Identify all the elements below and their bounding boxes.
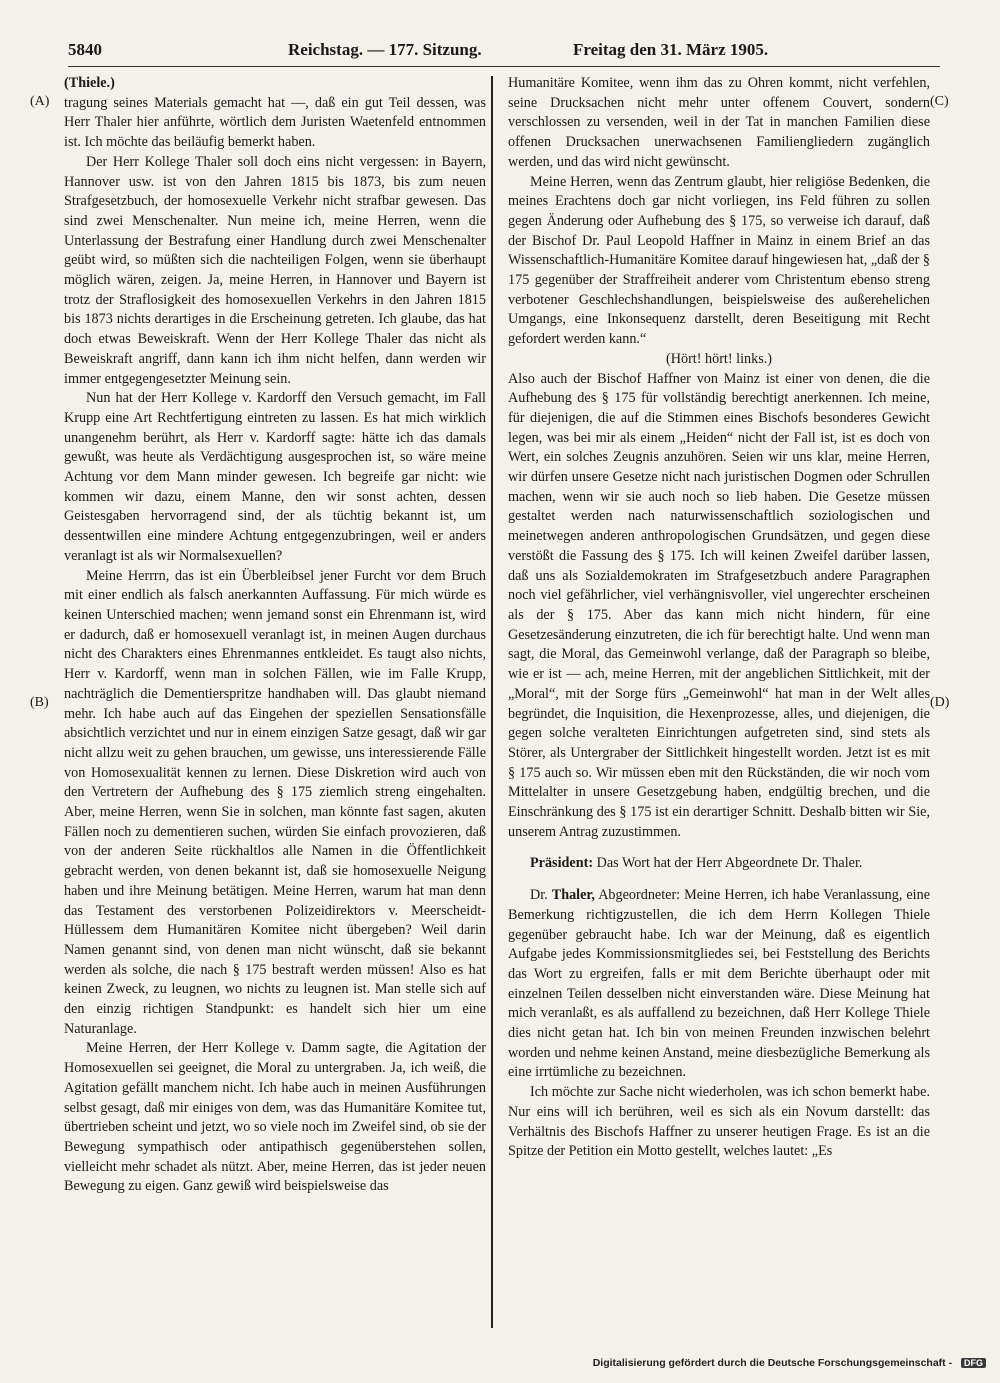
paragraph: tragung seines Materials gemacht hat —, daß ein gut Teil dessen, was Herr Thaler hier anführte, wörtlich dem Juristen Waetenfeld entnommen ist. Ich möchte das beiläufig bemerkt haben.	[64, 94, 486, 151]
interjection: (Hört! hört! links.)	[666, 350, 772, 367]
paragraph: Meine Herren, wenn das Zentrum glaubt, hier religiöse Bedenken, die meines Erachtens doch gar nicht vorliegen, ins Feld führen zu sollen gegen Änderung oder Aufhebung des § 175, so verweise ich darauf, daß der Bischof Dr. Paul Leopold Haffner in Mainz in einem Brief an das Wissenschaftlich-Humanitäre Komitee darauf hingewiesen hat, „daß der § 175 gegenüber der Straffreiheit anderer vom Christentum ebenso streng verbotener Geschlechshandlungen, beispielsweise des außerehelichen Umgangs, eine Inkonsequenz darstellt, deren Beseitigung mit Recht gefordert werden kann.“	[508, 173, 930, 348]
thaler-text: Meine Herren, ich habe Veranlassung, eine Bemerkung richtigzustellen, die ich dem Herrn Kollegen Thiele gegenüber gebraucht habe. Ich war der Meinung, daß es eigentlich Aufgabe jedes Kommissionsmitgliedes sei, bei Feststellung des Berichts das Wort zu ergreifen, falls er mit dem Berichte überhaupt oder mit einzelnen Teilen desselben nicht einverstanden wäre. Diese Meinung hat mich veranlaßt, es als auffallend zu bezeichnen, daß Herr Kollege Thiele dies nicht getan hat. Ich bin von meinen Freunden inzwischen belehrt worden und nehme keinen Anstand, meine diesbezügliche Bemerkung als eine irrtümliche zu bezeichnen.	[508, 887, 930, 1081]
page-header	[68, 40, 970, 66]
margin-mark-a: (A)	[30, 94, 50, 109]
page-number: 5840	[68, 40, 102, 59]
paragraph: Nun hat der Herr Kollege v. Kardorff den Versuch gemacht, im Fall Krupp eine Art Rechtfertigung eintreten zu lassen. Es hat mich wirklich unangenehm berührt, als Herr v. Kardorff sagte: hätte ich das damals gewußt, was heute als Verdächtigung ausgesprochen ist, so wäre meine Achtung vor dem Mann minder gewesen. Ich begreife gar nicht: wie kommen wir dazu, einem Manne, den wir sonst achten, dessen Geistesgaben hervorragend sind, der als tüchtig bekannt ist, um dessentwillen eine mindere Achtung entgegenzubringen, weil er anders veranlagt ist als wir Normalsexuellen?	[64, 390, 486, 564]
thaler-prefix: Dr.	[530, 887, 548, 904]
footer-text: Digitalisierung gefördert durch die Deutsche Forschungsgemeinschaft -	[592, 1357, 953, 1369]
margin-mark-d: (D)	[930, 695, 950, 710]
session-title: Reichstag. — 177. Sitzung.	[288, 40, 482, 59]
right-column	[508, 74, 930, 1162]
thaler-statement	[508, 886, 930, 1083]
paragraph: Humanitäre Komitee, wenn ihm das zu Ohren kommt, nicht verfehlen, seine Drucksachen nicht mehr unter offenem Couvert, sondern verschlossen zu versenden, weil in der Tat in manchen Familien diese offenen Drucksachen unerwachsenen Familiengliedern zugänglich werden, und das wird nicht gewünscht.	[508, 75, 930, 170]
footer	[593, 1357, 986, 1373]
margin-mark-c: (C)	[930, 94, 949, 109]
left-column	[64, 74, 486, 1197]
president-label: Präsident:	[530, 855, 594, 872]
paragraph: Also auch der Bischof Haffner von Mainz ist einer von denen, die die Aufhebung des § 175 für vollständig berechtigt anerkennen. Ich meine, für diejenigen, die auf die Stimmen eines Bischofs besonderes Gewicht legen, was bei mir als einem „Heiden“ nicht der Fall ist, ist es doch von Wert, ein solches Zeugnis anzuhören. Seien wir uns klar, meine Herren, wir dürfen unsere Gesetze nicht nach juristischen Dogmen oder Schrullen machen, wenn wir sie auch noch so lieb haben. Die Gesetze müssen gestaltet werden nach naturwissenschaftlich soziologischen und meinetwegen anderen anthropologischen Grundsätzen, und gegen diese verstößt die Fassung des § 175. Ich will keinen Zweifel darüber lassen, daß uns als Sozialdemokraten im Strafgesetzbuch andere Paragraphen noch viel gefährlicher, viel verhängnisvoller, viel ungerechter erscheinen als der § 175. Aber das kann mich nicht hindern, für eine Gesetzesänderung einzutreten, die ich für berechtigt halte. Und wenn man sagt, die Moral, das Gemeinwohl verlange, daß der Paragraph so bleibe, wie er ist — ach, meine Herren, mit der angeblichen Sittlichkeit, mit der „Moral“, mit der Sorge fürs „Gemeinwohl“ hat man in der Welt alles begründet, die Inquisition, die Hexenprozesse, alles, und diejenigen, die gegen solche veralteten Einrichtungen aufgetreten sind, sind stets als Störer, als Untergraber der Sittlichkeit hingestellt worden. Jetzt ist es mit § 175 auch so. Wir müssen eben mit den Rückständen, die wir noch vom Mittelalter in unsere Gesetzgebung haben, endgültig brechen, und die Einschränkung des § 175 ist ein derartiger Schnitt. Deshalb bitten wir Sie, unserem Antrag zuzustimmen.	[508, 370, 930, 840]
president-text: Das Wort hat der Herr Abgeordnete Dr. Thaler.	[596, 855, 863, 872]
thaler-name: Thaler,	[551, 887, 595, 904]
session-date: Freitag den 31. März 1905.	[573, 40, 769, 59]
thaler-role: Abgeordneter:	[598, 887, 681, 904]
speaker-tag: (Thiele.)	[64, 75, 115, 91]
margin-mark-b: (B)	[30, 695, 49, 710]
president-statement	[508, 854, 930, 874]
column-divider	[491, 76, 493, 1328]
header-rule	[68, 66, 940, 67]
dfg-logo: DFG	[961, 1358, 986, 1368]
paragraph: Meine Herrrn, das ist ein Überbleibsel jener Furcht vor dem Bruch mit einer endlich als falsch anerkannten Auffassung. Für mich würde es keinen Unterschied machen; wenn jemand sonst ein Ehrenmann ist, wird er dadurch, daß er homosexuell veranlagt ist, in meinen Augen durchaus nicht des Charakters eines Ehrenmannes entkleidet. Es taugt also nichts, Herr v. Kardorff, wenn man in solchen Fällen, wie im Falle Krupp, nachträglich die Dementierspritze handhaben will. Das glaubt niemand mehr. Ich habe auch auf das Eingehen der speziellen Sensationsfälle absichtlich verzichtet und nur in einem einzigen Satze gesagt, daß wir gar nicht allzu weit zu gehen brauchen, um gewisse, uns interessierende Fälle von Homosexualität kennen zu lernen. Diese Diskretion wird auch von den Vertretern der Aufhebung des § 175 ziemlich streng eingehalten. Aber, meine Herren, wenn Sie in solchen, man könnte fast sagen, akuten Fällen noch zu dementieren suchen, würden Sie einfach provozieren, daß von der anderen Seite rückhaltlos alle Namen in die Öffentlichkeit gebracht werden, von denen bekannt ist, daß sie homosexuelle Neigung haben und ihre Meinung betätigen. Meine Herren, warum hat man denn das Testament des verstorbenen Polizeidirektors v. Meerscheidt-Hüllessem dem Humanitären Komitee nicht übergeben? Weil darin Namen genannt sind, von denen man nicht wünscht, daß sie bekannt werden als solche, die nach § 175 bestraft werden müssen! Also es hat keinen Zweck, zu leugnen, wo nichts zu leugnen ist. Man stelle sich auf den einzig richtigen Standpunkt: es handelt sich hier um eine Naturanlage.	[64, 567, 486, 1037]
paragraph: Ich möchte zur Sache nicht wiederholen, was ich schon bemerkt habe. Nur eins will ich berühren, weil es sich als ein Novum darstellt: das Verhältnis des Bischofs Haffner zu unserer heutigen Frage. Es ist an die Spitze der Petition ein Motto gestellt, welches lautet: „Es	[508, 1084, 930, 1160]
paragraph: Der Herr Kollege Thaler soll doch eins nicht vergessen: in Bayern, Hannover usw. ist von den Jahren 1815 bis 1873, bis zum neuen Strafgesetzbuch, der homosexuelle Verkehr nicht strafbar gewesen. Das sind zwei Menschenalter. Nun meine ich, meine Herren, wenn die Unterlassung der Bestrafung einer Handlung durch zwei Menschenalter geübt wird, so müßten sich die nachteiligen Folgen, wenn sie überhaupt möglich wären, zeigen. Ja, meine Herren, in Hannover und Bayern ist trotz der Straflosigkeit des homosexuellen Verkehrs in den Jahren 1815 bis 1873 nichts derartiges in die Erscheinung getreten. Ich glaube, das hat doch etwas Beweiskraft. Wenn der Herr Kollege Thaler das nicht als Beweiskraft angriff, dann kann ich ihm nicht helfen, dann werden wir immer entgegengesetzter Meinung sein.	[64, 153, 486, 387]
paragraph: Meine Herren, der Herr Kollege v. Damm sagte, die Agitation der Homosexuellen sei geeignet, die Moral zu untergraben. Ja, ich weiß, die Agitation gefällt manchem nicht. Ich habe auch in meinen Ausführungen selbst gesagt, daß mir einiges von dem, was das Humanitäre Komitee tut, übertrieben scheint und jetzt, wo so viele noch im Zweifel sind, ob sie der Bewegung sympathisch oder antipathisch gegenüberstehen sollen, vielleicht mehr schadet als nützt. Aber, meine Herren, das ist jeder neuen Bewegung zu eigen. Ganz gewiß wird beispielsweise das	[64, 1040, 486, 1195]
